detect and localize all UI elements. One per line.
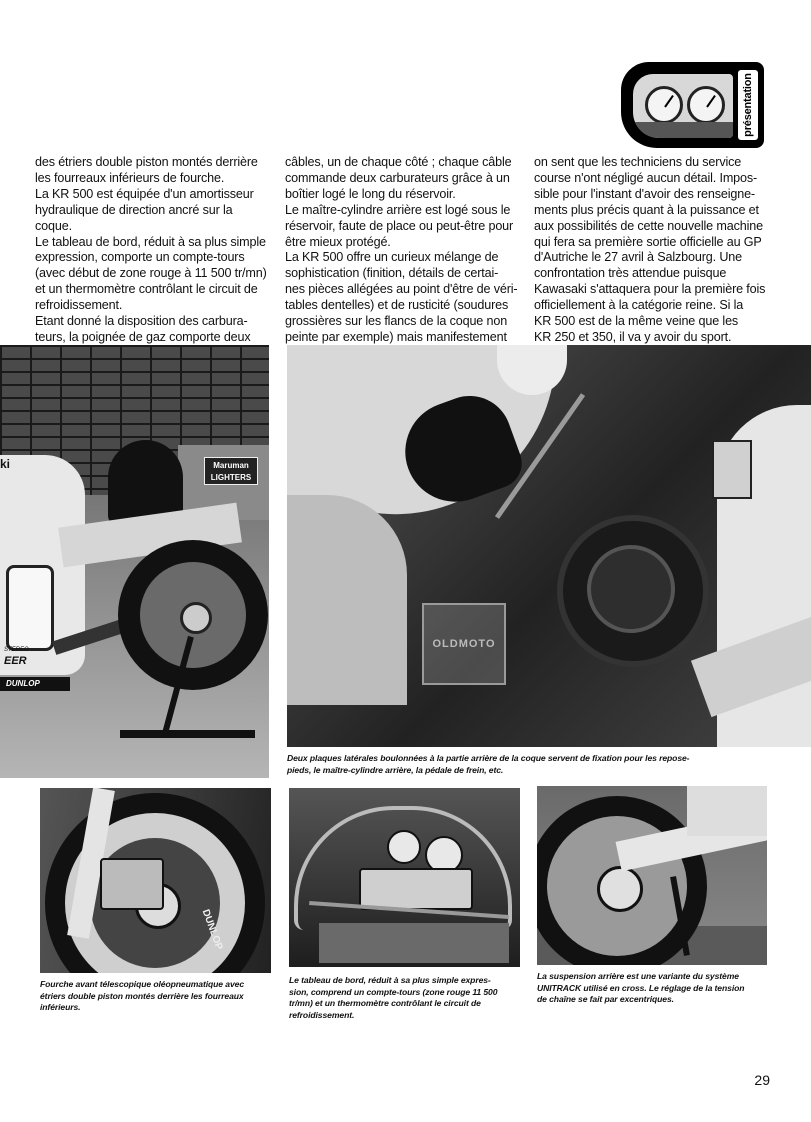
caption-suspension: La suspension arrière est une variante du système UNITRACK utilisé en cross. Le réglage de la tension de chaîne se fait par excentriques. [537, 971, 745, 1004]
dashboard-gauges-icon [633, 74, 733, 138]
sponsor-text: LIGHTERS [210, 473, 252, 482]
photo-rear-suspension [537, 786, 767, 965]
fairing-text: STEREO [4, 647, 29, 653]
column-text: on sent que les techniciens du service course n'ont négligé aucun détail. Impos- sible pour l'instant d'avoir des renseigne- ments plus précis quant à la puissance et aux possibilités de cette nouvelle machine qui fera sa première sortie officielle au GP d'Autriche le 27 avril à Salzbourg. Une confrontation très attendue puisque Kawasaki s'attaquera pour la première fois officiellement à la catégorie reine. Si la KR 500 est de la même veine que les KR 250 et 350, il va y avoir du sport. [534, 155, 766, 344]
fairing-text: DUNLOP [0, 677, 70, 691]
fairing-text: ki [0, 457, 11, 471]
tyre-text: DUNLOP [199, 908, 225, 952]
text-column-2 [285, 155, 522, 346]
photo-engine-detail [287, 345, 811, 747]
badge-label: présentation [742, 73, 754, 137]
caption-side-plates: Deux plaques latérales boulonnées à la partie arrière de la coque servent de fixation pour les repose- pieds, le maître-cylindre arrière, la pédale de frein, etc. [287, 753, 690, 775]
caption-fork: Fourche avant télescopique oléopneumatique avec étriers double piston montés derrière les fourreaux inférieurs. [40, 979, 244, 1012]
page-number: 29 [754, 1072, 770, 1088]
photo-bike-rear [0, 345, 269, 778]
photo-dashboard [289, 788, 520, 967]
caption-dashboard: Le tableau de bord, réduit à sa plus simple expres- sion, comprend un compte-tours (zone rouge 11 500 tr/mn) et un thermomètre contrôlant le circuit de refroidissement. [289, 975, 498, 1020]
sponsor-text: Maruman [213, 461, 249, 470]
text-column-3 [534, 155, 770, 346]
column-text: des étriers double piston montés derrière les fourreaux inférieurs de fourche. La KR 500 est équipée d'un amortisseur hydraulique de direction ancré sur la coque. Le tableau de bord, réduit à sa plus simple expression, comporte un compte-tours (avec début de zone rouge à 11 500 tr/mn) et un thermomètre contrôlant le circuit de refroidissement. Etant donné la disposition des carbura- teurs, la poignée de gaz comporte deux [35, 155, 267, 344]
column-text: câbles, un de chaque côté ; chaque câble commande deux carburateurs grâce à un boîtier logé le long du réservoir. Le maître-cylindre arrière est logé sous le réservoir, faute de place ou peut-être pour être mieux protégé. La KR 500 offre un curieux mélange de sophistication (finition, détails de certai- nes pièces allégées au point d'être de véri- tables dentelles) et de rusticité (soudures grossières sur les flancs de la coque non peinte par exemple) mais manifestement [285, 155, 518, 344]
photo-front-fork [40, 788, 271, 973]
watermark-logo: OLDMOTO [422, 603, 506, 685]
section-badge [621, 62, 764, 148]
text-column-1 [35, 155, 271, 346]
badge-label-tag [738, 70, 758, 140]
fairing-text: EER [4, 655, 27, 667]
